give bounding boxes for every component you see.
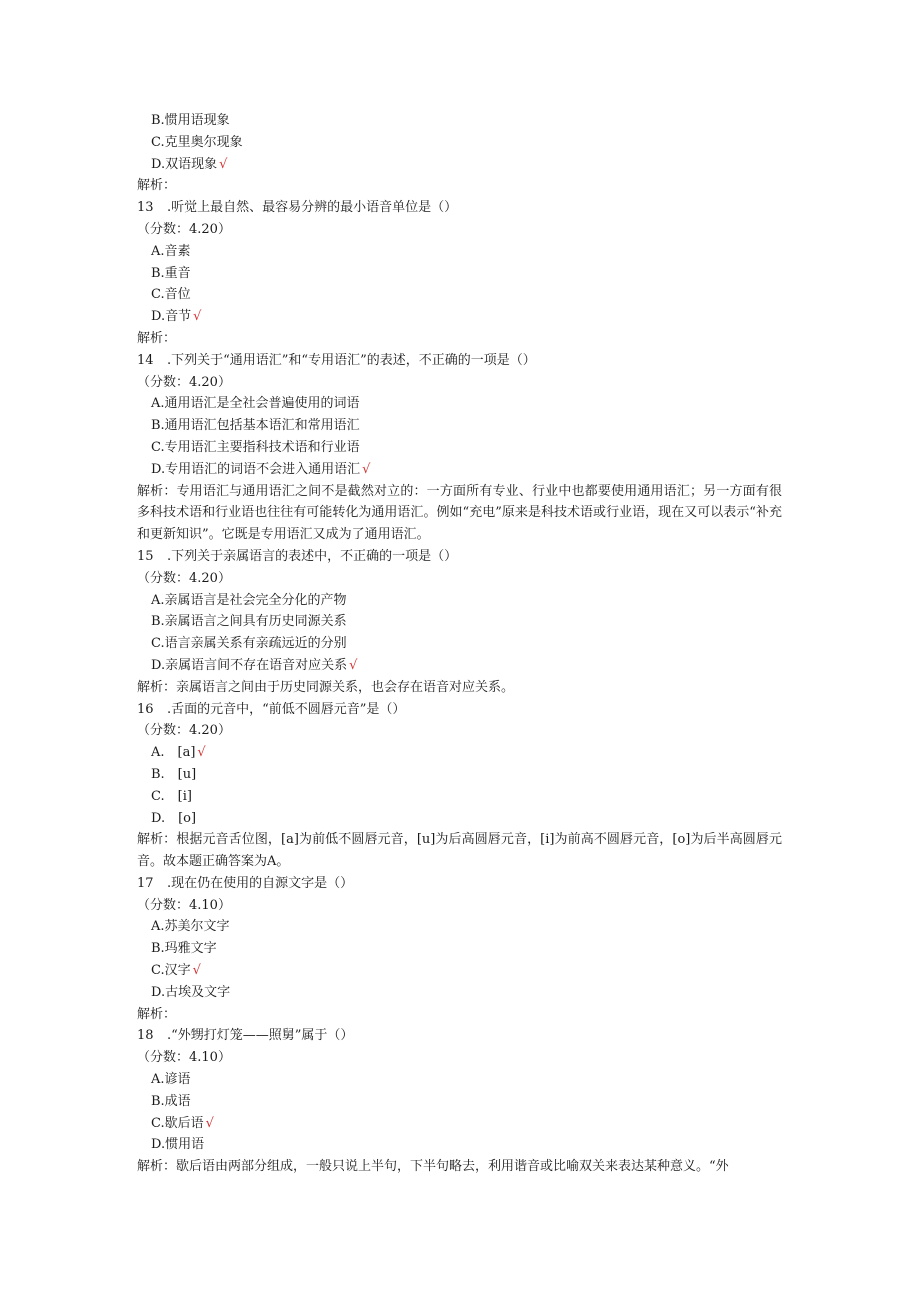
- option-14-1[interactable]: [137, 415, 782, 437]
- question-score: （分数：4.20）: [137, 374, 231, 390]
- option-label: B.重音: [151, 265, 191, 281]
- option-12-1[interactable]: [137, 132, 782, 154]
- option-17-1[interactable]: [137, 938, 782, 960]
- option-label: B.惯用语现象: [151, 113, 230, 128]
- option-15-2[interactable]: [137, 633, 782, 655]
- question-score: （分数：4.20）: [137, 221, 231, 237]
- question-text: .“外甥打灯笼——照舅”属于（）: [167, 1028, 354, 1044]
- question-number: 18: [137, 1028, 154, 1044]
- option-15-3[interactable]: [137, 655, 782, 677]
- question-number: 16: [137, 701, 154, 717]
- analysis-text: 解析：歇后语由两部分组成，一般只说上半句，下半句略去，利用谐音或比喻双关来表达某种意义。“外: [137, 1159, 729, 1175]
- option-13-1[interactable]: [137, 263, 782, 285]
- option-17-0[interactable]: [137, 916, 782, 938]
- option-label: D. [o]: [151, 810, 197, 826]
- option-12-2[interactable]: [137, 154, 782, 176]
- option-14-2[interactable]: [137, 437, 782, 459]
- option-16-0[interactable]: [137, 742, 782, 764]
- option-label: B.成语: [151, 1093, 191, 1109]
- question-number: 17: [137, 875, 154, 891]
- option-label: C.音位: [151, 287, 191, 303]
- question-stem: [137, 1025, 782, 1047]
- option-14-0[interactable]: [137, 393, 782, 415]
- question-number: 14: [137, 352, 154, 368]
- question-text: .下列关于“通用语汇”和“专用语汇”的表述，不正确的一项是（）: [167, 352, 536, 368]
- option-label: C.汉字: [151, 963, 191, 979]
- correct-check-icon: √: [219, 156, 228, 172]
- question-18: [137, 1025, 782, 1178]
- option-label: A.通用语汇是全社会普遍使用的词语: [151, 396, 360, 412]
- correct-check-icon: √: [205, 1115, 214, 1131]
- option-13-2[interactable]: [137, 284, 782, 306]
- option-label: A.亲属语言是社会完全分化的产物: [151, 592, 347, 608]
- correct-check-icon: √: [362, 461, 371, 477]
- option-12-0[interactable]: [137, 110, 782, 132]
- option-17-3[interactable]: [137, 982, 782, 1004]
- option-18-2[interactable]: [137, 1113, 782, 1135]
- question-score: （分数：4.20）: [137, 570, 231, 586]
- question-score: （分数：4.20）: [137, 723, 231, 739]
- option-label: D.亲属语言间不存在语音对应关系: [151, 657, 348, 673]
- analysis-text: 解析：: [137, 178, 177, 194]
- correct-check-icon: √: [197, 745, 206, 761]
- option-label: D.古埃及文字: [151, 984, 231, 1000]
- option-18-1[interactable]: [137, 1091, 782, 1113]
- option-label: C. [i]: [151, 788, 192, 804]
- option-label: A.苏美尔文字: [151, 919, 230, 935]
- analysis-text: 解析：: [137, 330, 177, 346]
- question-stem: [137, 873, 782, 895]
- analysis-text: 解析：: [137, 1006, 177, 1022]
- correct-check-icon: √: [192, 963, 201, 979]
- question-text: .听觉上最自然、最容易分辨的最小语音单位是（）: [167, 200, 458, 216]
- option-18-0[interactable]: [137, 1069, 782, 1091]
- question-stem: [137, 699, 782, 721]
- option-label: B.通用语汇包括基本语汇和常用语汇: [151, 418, 360, 434]
- option-label: B.亲属语言之间具有历史同源关系: [151, 614, 347, 630]
- option-13-3[interactable]: [137, 306, 782, 328]
- option-label: A. [a]: [151, 745, 196, 761]
- option-15-1[interactable]: [137, 611, 782, 633]
- option-label: A.音素: [151, 243, 191, 259]
- option-15-0[interactable]: [137, 590, 782, 612]
- question-number: 15: [137, 548, 154, 564]
- question-13: [137, 197, 782, 350]
- option-label: D.专用语汇的词语不会进入通用语汇: [151, 461, 361, 477]
- option-label: C.专用语汇主要指科技术语和行业语: [151, 439, 360, 455]
- option-label: C.语言亲属关系有亲疏远近的分别: [151, 636, 347, 652]
- question-list: [137, 110, 782, 1178]
- option-18-3[interactable]: [137, 1134, 782, 1156]
- analysis-text: 解析：专用语汇与通用语汇之间不是截然对立的：一方面所有专业、行业中也都要使用通用语汇；另一方面有很多科技术语和行业语也往往有可能转化为通用语汇。例如“充电”原来是科技术语或行业语，现在又可以表示“补充和更新知识”。它既是专用语汇又成为了通用语汇。: [137, 483, 782, 543]
- option-label: D.惯用语: [151, 1137, 205, 1153]
- question-text: .下列关于亲属语言的表述中，不正确的一项是（）: [167, 548, 458, 564]
- option-label: D.双语现象: [151, 156, 218, 172]
- question-17: [137, 873, 782, 1026]
- analysis-text: 解析：根据元音舌位图，[a]为前低不圆唇元音，[u]为后高圆唇元音，[i]为前高不圆唇元音，[o]为后半高圆唇元音。故本题正确答案为A。: [137, 832, 782, 870]
- option-16-1[interactable]: [137, 764, 782, 786]
- question-stem: [137, 546, 782, 568]
- question-stem: [137, 197, 782, 219]
- question-number: 13: [137, 200, 154, 216]
- option-label: B. [u]: [151, 766, 197, 782]
- question-text: .现在仍在使用的自源文字是（）: [167, 875, 354, 891]
- question-15: [137, 546, 782, 699]
- option-label: A.谚语: [151, 1072, 191, 1088]
- question-12-tail: [137, 110, 782, 197]
- analysis-text: 解析：亲属语言之间由于历史同源关系，也会存在语音对应关系。: [137, 679, 515, 695]
- question-text: .舌面的元音中，“前低不圆唇元音”是（）: [167, 701, 406, 717]
- option-label: C.克里奥尔现象: [151, 134, 243, 150]
- question-score: （分数：4.10）: [137, 897, 231, 913]
- option-14-3[interactable]: [137, 459, 782, 481]
- correct-check-icon: √: [349, 657, 358, 673]
- option-label: B.玛雅文字: [151, 941, 217, 957]
- question-score: （分数：4.10）: [137, 1050, 231, 1066]
- option-label: D.音节: [151, 309, 192, 325]
- correct-check-icon: √: [193, 309, 202, 325]
- option-label: C.歇后语: [151, 1115, 204, 1131]
- question-16: [137, 699, 782, 873]
- option-16-2[interactable]: [137, 786, 782, 808]
- question-stem: [137, 350, 782, 372]
- option-13-0[interactable]: [137, 241, 782, 263]
- option-17-2[interactable]: [137, 960, 782, 982]
- question-14: [137, 350, 782, 546]
- option-16-3[interactable]: [137, 808, 782, 830]
